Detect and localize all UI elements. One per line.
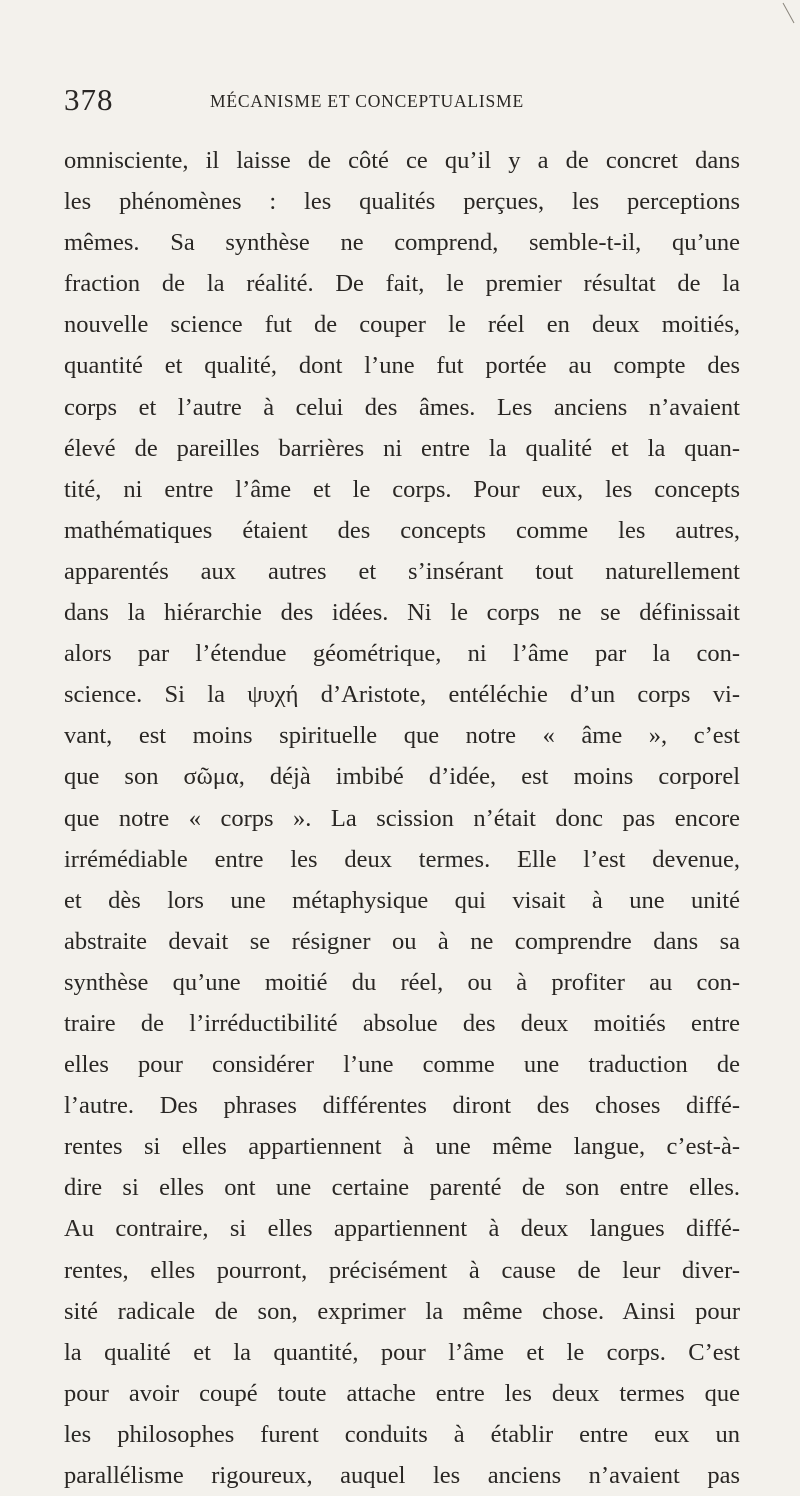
text-line: nouvelle science fut de couper le réel en deux moitiés, [64, 311, 740, 339]
text-line: parallélisme rigoureux, auquel les anciens n’avaient pas [64, 1462, 740, 1489]
running-head [64, 82, 740, 118]
text-line: vant, est moins spirituelle que notre « âme », c’est [64, 722, 740, 750]
text-line: rentes si elles appartiennent à une même langue, c’est-à- [64, 1133, 740, 1161]
text-line: omnisciente, il laisse de côté ce qu’il y a de concret dans [64, 147, 740, 174]
text-line: mathématiques étaient des concepts comme les autres, [64, 516, 740, 544]
text-line: tité, ni entre l’âme et le corps. Pour eux, les concepts [64, 475, 740, 503]
text-line: alors par l’étendue géométrique, ni l’âme par la con- [64, 640, 740, 668]
text-line: les phénomènes : les qualités perçues, les perceptions [64, 188, 740, 216]
text-line: corps et l’autre à celui des âmes. Les anciens n’avaient [64, 393, 740, 421]
text-line: sité radicale de son, exprimer la même chose. Ainsi pour [64, 1297, 740, 1325]
text-line: irrémédiable entre les deux termes. Elle l’est devenue, [64, 845, 740, 873]
text-line: synthèse qu’une moitié du réel, ou à profiter au con- [64, 968, 740, 996]
text-line: pour avoir coupé toute attache entre les deux termes que [64, 1379, 740, 1407]
text-line: dans la hiérarchie des idées. Ni le corps ne se définissait [64, 599, 740, 627]
text-line: apparentés aux autres et s’insérant tout naturellement [64, 557, 740, 585]
text-line: traire de l’irréductibilité absolue des deux moitiés entre [64, 1009, 740, 1037]
text-line: abstraite devait se résigner ou à ne comprendre dans sa [64, 927, 740, 955]
text-line: l’autre. Des phrases différentes diront des choses diffé- [64, 1092, 740, 1120]
text-line: que son σῶμα, déjà imbibé d’idée, est moins corporel [64, 763, 740, 791]
page-number: 378 [64, 82, 114, 117]
text-line: la qualité et la quantité, pour l’âme et le corps. C’est [64, 1338, 740, 1366]
page-corner-mark [782, 2, 796, 26]
text-line: science. Si la ψυχή d’Aristote, entéléchie d’un corps vi- [64, 681, 740, 709]
text-line: mêmes. Sa synthèse ne comprend, semble-t-il, qu’une [64, 229, 740, 257]
text-line: élevé de pareilles barrières ni entre la qualité et la quan- [64, 434, 740, 462]
text-line: fraction de la réalité. De fait, le premier résultat de la [64, 270, 740, 298]
text-line: et dès lors une métaphysique qui visait à une unité [64, 886, 740, 914]
text-line: que notre « corps ». La scission n’était donc pas encore [64, 804, 740, 832]
text-line: dire si elles ont une certaine parenté de son entre elles. [64, 1174, 740, 1202]
text-line: elles pour considérer l’une comme une traduction de [64, 1051, 740, 1079]
running-title: MÉCANISME ET CONCEPTUALISME [210, 91, 524, 111]
text-line: quantité et qualité, dont l’une fut portée au compte des [64, 352, 740, 380]
body-text [64, 140, 740, 1496]
text-line: Au contraire, si elles appartiennent à deux langues diffé- [64, 1215, 740, 1243]
text-line: les philosophes furent conduits à établir entre eux un [64, 1420, 740, 1448]
text-line: rentes, elles pourront, précisément à cause de leur diver- [64, 1256, 740, 1284]
